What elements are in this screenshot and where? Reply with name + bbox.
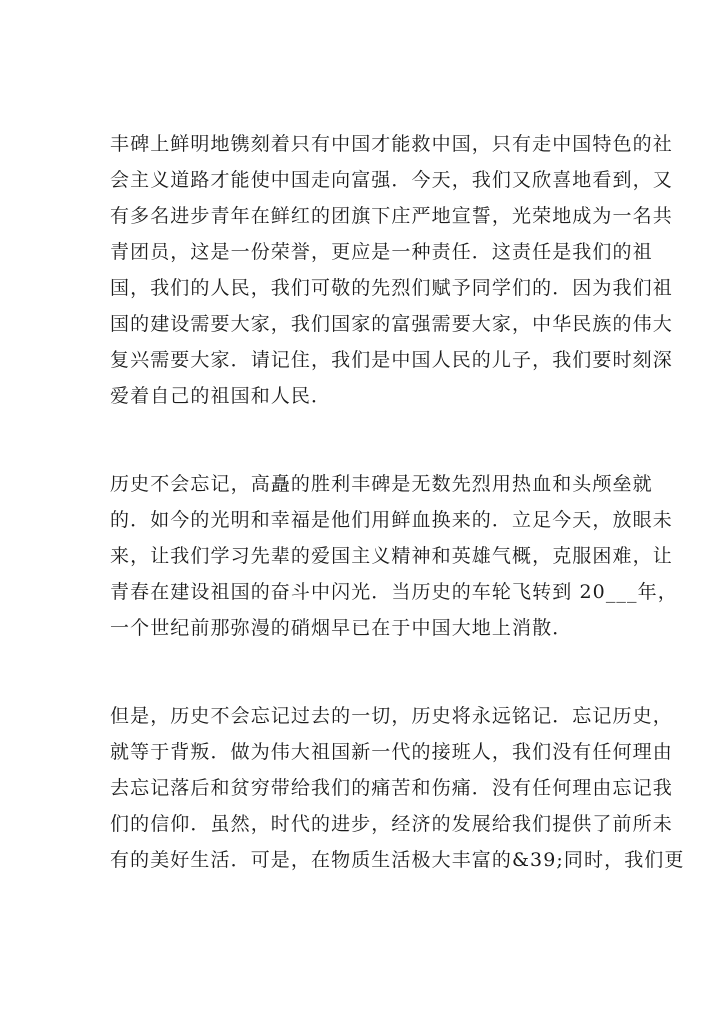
text-line: 就等于背叛．做为伟大祖国新一代的接班人，我们没有任何理由 (110, 741, 673, 763)
text-line: 会主义道路才能使中国走向富强．今天，我们又欣喜地看到，又 (110, 169, 673, 191)
text-line: 们的信仰．虽然，时代的进步，经济的发展给我们提供了前所未 (110, 813, 673, 835)
text-line: 一个世纪前那弥漫的硝烟早已在于中国大地上消散． (110, 617, 573, 639)
text-line: 青团员，这是一份荣誉，更应是一种责任．这责任是我们的祖 (110, 241, 653, 263)
text-line: 爱着自己的祖国和人民． (110, 385, 332, 407)
text-line: 去忘记落后和贫穷带给我们的痛苦和伤痛．没有任何理由忘记我 (110, 777, 673, 799)
text-line: 有多名进步青年在鲜红的团旗下庄严地宣誓，光荣地成为一名共 (110, 205, 673, 227)
text-line: 国，我们的人民，我们可敬的先烈们赋予同学们的．因为我们祖 (110, 277, 673, 299)
text-line: 复兴需要大家．请记住，我们是中国人民的儿子，我们要时刻深 (110, 349, 673, 371)
text-line: 有的美好生活．可是，在物质生活极大丰富的&39;同时，我们更 (110, 849, 685, 871)
text-line: 丰碑上鲜明地镌刻着只有中国才能救中国，只有走中国特色的社 (110, 133, 673, 155)
text-line: 的．如今的光明和幸福是他们用鲜血换来的．立足今天，放眼未 (110, 509, 673, 531)
text-line: 国的建设需要大家，我们国家的富强需要大家，中华民族的伟大 (110, 313, 673, 335)
text-line: 来，让我们学习先辈的爱国主义精神和英雄气概，克服困难，让 (110, 545, 673, 567)
text-line: 历史不会忘记，高矗的胜利丰碑是无数先烈用热血和头颅垒就 (110, 473, 653, 495)
text-line: 青春在建设祖国的奋斗中闪光．当历史的车轮飞转到 20___年， (110, 581, 678, 603)
text-line: 但是，历史不会忘记过去的一切，历史将永远铭记．忘记历史， (110, 705, 673, 727)
